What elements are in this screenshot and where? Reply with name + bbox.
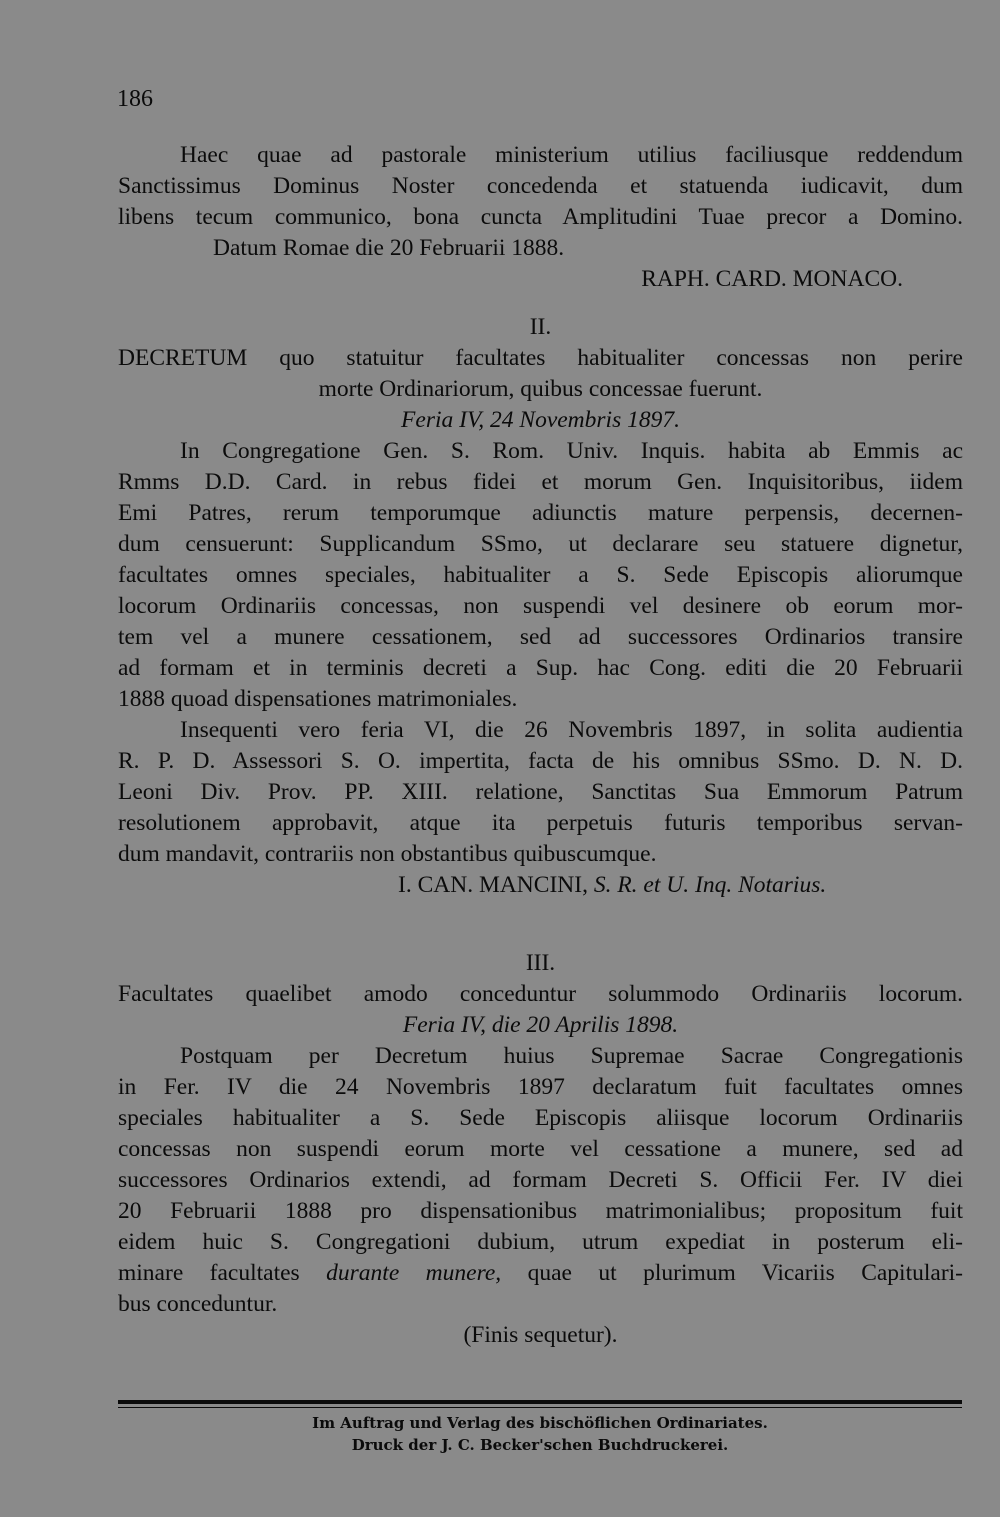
text-line: facultates omnes speciales, habitualiter a S. Sede Episcopis aliorumque: [118, 562, 963, 588]
text-fragment: quae ut plurimum Vicariis Capitulari-: [527, 1260, 963, 1286]
text-line: Leoni Div. Prov. PP. XIII. relatione, Sanctitas Sua Emmorum Patrum: [118, 779, 963, 805]
italic-phrase: durante munere,: [326, 1260, 502, 1286]
text-line: libens tecum communico, bona cuncta Amplitudini Tuae precor a Domino.: [118, 204, 963, 230]
footer-rule: [118, 1400, 962, 1404]
text-line: Sanctissimus Dominus Noster concedenda et statuenda iudicavit, dum: [118, 173, 963, 199]
section-3: [118, 948, 963, 1351]
text-line: tem vel a munere cessationem, sed ad successores Ordinarios transire: [118, 624, 963, 650]
text-line: Emi Patres, rerum temporumque adiunctis mature perpensis, decernen-: [118, 500, 963, 526]
text-line: In Congregatione Gen. S. Rom. Univ. Inquis. habita ab Emmis ac: [180, 438, 963, 464]
closing-note: (Finis sequetur).: [463, 1322, 618, 1348]
text-fragment: minare facultates: [118, 1260, 300, 1286]
signature: [118, 870, 963, 901]
decree-date: Feria IV, 24 Novembris 1897.: [401, 407, 680, 433]
section-1: [118, 140, 963, 295]
text-line: 1888 quoad dispensationes matrimoniales.: [118, 686, 518, 712]
section-2: [118, 312, 963, 901]
text-line: R. P. D. Assessori S. O. impertita, facta de his omnibus SSmo. D. N. D.: [118, 748, 963, 774]
date-line: Datum Romae die 20 Februarii 1888.: [213, 235, 565, 261]
text-line: Haec quae ad pastorale ministerium utilius faciliusque reddendum: [180, 142, 963, 168]
decree-title: DECRETUM quo statuitur facultates habitualiter concessas non perire: [118, 345, 963, 371]
signature: RAPH. CARD. MONACO.: [641, 266, 903, 292]
text-line: resolutionem approbavit, atque ita perpetuis futuris temporibus servan-: [118, 810, 963, 836]
imprint-printer: Druck der J. C. Becker'schen Buchdruckerei.: [351, 1436, 729, 1454]
text-line: Rmms D.D. Card. in rebus fidei et morum Gen. Inquisitoribus, iidem: [118, 469, 963, 495]
text-line: speciales habitualiter a S. Sede Episcopis aliisque locorum Ordinariis: [118, 1105, 963, 1131]
text-line: eidem huic S. Congregationi dubium, utrum expediat in posterum eli-: [118, 1229, 963, 1255]
section-title: Facultates quaelibet amodo conceduntur solummodo Ordinariis locorum.: [118, 981, 963, 1007]
imprint-publisher: Im Auftrag und Verlag des bischöflichen Ordinariates.: [312, 1414, 768, 1432]
page-number: 186: [117, 86, 153, 112]
text-line: in Fer. IV die 24 Novembris 1897 declaratum fuit facultates omnes: [118, 1074, 963, 1100]
text-line: Insequenti vero feria VI, die 26 Novembris 1897, in solita audientia: [180, 717, 963, 743]
section-date: Feria IV, die 20 Aprilis 1898.: [402, 1012, 679, 1038]
text-line: 20 Februarii 1888 pro dispensationibus matrimonialibus; propositum fuit: [118, 1198, 963, 1224]
text-line: locorum Ordinariis concessas, non suspendi vel desinere ob eorum mor-: [118, 593, 963, 619]
signature-name: I. CAN. MANCINI,: [398, 872, 588, 898]
section-numeral: II.: [529, 314, 552, 340]
text-line: ad formam et in terminis decreti a Sup. hac Cong. editi die 20 Februarii: [118, 655, 963, 681]
footer-rule-thin: [118, 1407, 962, 1408]
text-line: concessas non suspendi eorum morte vel cessatione a munere, sed ad: [118, 1136, 963, 1162]
text-line-mixed: [118, 1258, 963, 1289]
decree-title-cont: morte Ordinariorum, quibus concessae fuerunt.: [318, 376, 763, 402]
text-line: dum censuerunt: Supplicandum SSmo, ut declarare seu statuere dignetur,: [118, 531, 963, 557]
signature-title: S. R. et U. Inq. Notarius.: [593, 872, 827, 898]
text-line: Postquam per Decretum huius Supremae Sacrae Congregationis: [180, 1043, 963, 1069]
text-line: successores Ordinarios extendi, ad formam Decreti S. Officii Fer. IV diei: [118, 1167, 963, 1193]
text-line: bus conceduntur.: [118, 1291, 278, 1317]
section-numeral: III.: [525, 950, 556, 976]
text-line: dum mandavit, contrariis non obstantibus quibuscumque.: [118, 841, 657, 867]
